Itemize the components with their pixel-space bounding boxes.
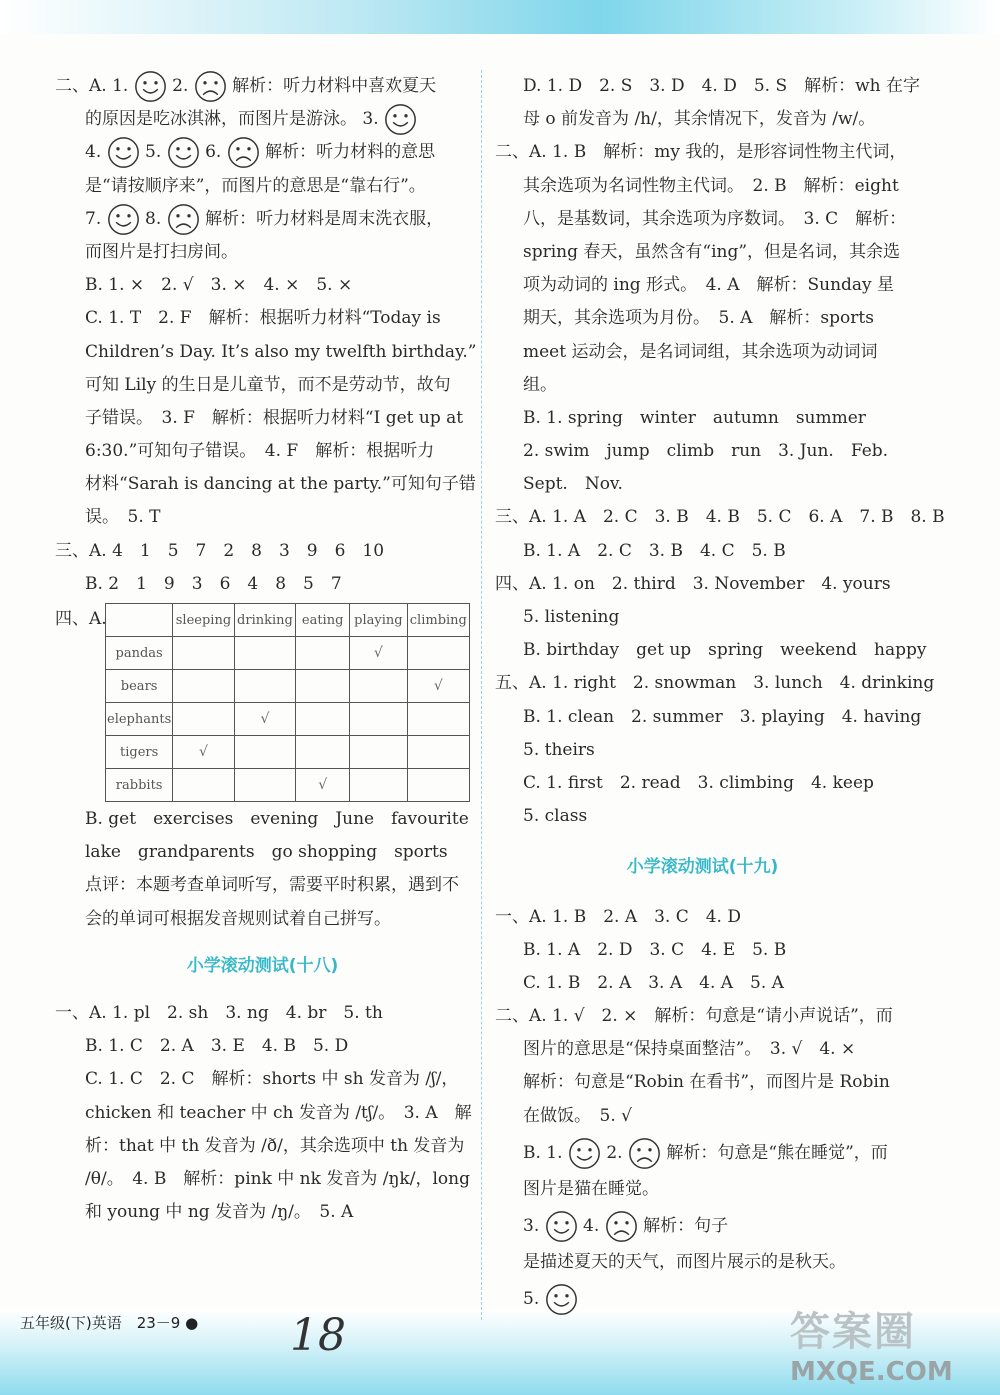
smiley-face-icon bbox=[568, 1137, 601, 1170]
answer-table bbox=[105, 603, 470, 802]
row-header: tigers bbox=[106, 736, 173, 769]
answer-line: 二、A. 1. √ 2. × 解析：句意是“请小声说话”，而 bbox=[495, 1006, 893, 1027]
smiley-face-icon bbox=[545, 1210, 578, 1243]
column-header: drinking bbox=[234, 604, 296, 637]
answer-line: 5. class bbox=[523, 806, 588, 827]
watermark-logo bbox=[790, 1300, 953, 1387]
answer-line: 图片的意思是“保持桌面整洁”。 3. √ 4. × bbox=[523, 1039, 856, 1060]
table-header-row bbox=[106, 604, 470, 637]
sad-face-icon bbox=[194, 70, 227, 103]
table-row bbox=[106, 637, 470, 670]
answer-line: C. 1. first 2. read 3. climbing 4. keep bbox=[523, 772, 874, 793]
table-row bbox=[106, 736, 470, 769]
answer-line: 组。 bbox=[523, 374, 557, 395]
tick-mark: √ bbox=[296, 769, 350, 802]
answer-line: 子错误。 3. F 解析：根据听力材料“I get up at bbox=[85, 407, 464, 428]
answer-line: B. 2 1 9 3 6 4 8 5 7 bbox=[85, 573, 342, 594]
sad-face-icon bbox=[605, 1210, 638, 1243]
answer-line: /θ/。 4. B 解析：pink 中 nk 发音为 /ŋk/，long bbox=[85, 1168, 470, 1189]
answer-line: 6:30.”可知句子错误。 4. F 解析：根据听力 bbox=[85, 441, 435, 462]
row-header: rabbits bbox=[106, 769, 173, 802]
answer-line: 是“请按顺序来”，而图片的意思是“靠右行”。 bbox=[85, 175, 426, 196]
comment-line: 会的单词可根据发音规则试着自己拼写。 bbox=[85, 908, 391, 929]
answer-line: B. 1. × 2. √ 3. × 4. × 5. × bbox=[85, 275, 353, 296]
answer-line: 四、A. 1. on 2. third 3. November 4. yours bbox=[495, 573, 891, 594]
answer-line: 二、A. 1. 2. 解析：听力材料中喜欢夏天 bbox=[55, 70, 470, 103]
answer-line: 其余选项为名词性物主代词。 2. B 解析：eight bbox=[523, 175, 899, 196]
smiley-face-icon bbox=[134, 70, 167, 103]
table-row bbox=[106, 769, 470, 802]
answer-line: 的原因是吃冰淇淋，而图片是游泳。 3. bbox=[55, 103, 470, 136]
answer-line: 7. 8. 解析：听力材料是周末洗衣服， bbox=[55, 203, 470, 236]
answer-line: B. 1. spring winter autumn summer bbox=[523, 407, 866, 428]
column-header: sleeping bbox=[173, 604, 234, 637]
answer-line: B. 1. clean 2. summer 3. playing 4. having bbox=[523, 706, 922, 727]
top-decor-band bbox=[0, 0, 1000, 34]
answer-line: B. 1. A 2. C 3. B 4. C 5. B bbox=[523, 540, 786, 561]
table-row bbox=[106, 670, 470, 703]
answer-line: 八，是基数词，其余选项为序数词。 3. C 解析： bbox=[523, 208, 907, 229]
answer-line: 4. 5. 6. 解析：听力材料的意思 bbox=[55, 136, 470, 169]
answer-line: 5. bbox=[495, 1279, 910, 1319]
column-header: eating bbox=[296, 604, 350, 637]
smiley-face-icon bbox=[107, 136, 140, 169]
column-divider bbox=[481, 70, 482, 1320]
answer-line: B. get exercises evening June favourite bbox=[85, 809, 469, 829]
answer-line: 期天，其余选项为月份。 5. A 解析：sports bbox=[523, 308, 874, 329]
table-block: 四、A. sleeping drinking eating playing climbing pandas √ bears √ elephants √ tigers √ rabbits √ bbox=[55, 601, 470, 803]
tick-mark: √ bbox=[234, 703, 296, 736]
smiley-face-icon bbox=[384, 103, 417, 136]
answer-line: B. 1. C 2. A 3. E 4. B 5. D bbox=[85, 1036, 349, 1057]
answer-line: 是描述夏天的天气，而图片展示的是秋天。 bbox=[523, 1252, 846, 1272]
watermark-text: 答案圈 bbox=[790, 1309, 916, 1355]
row-header: bears bbox=[106, 670, 173, 703]
answer-line: 2. swim jump climb run 3. Jun. Feb. bbox=[523, 441, 889, 462]
answer-line: C. 1. C 2. C 解析：shorts 中 sh 发音为 /ʃ/， bbox=[85, 1069, 459, 1090]
answer-line: B. birthday get up spring weekend happy bbox=[523, 640, 927, 661]
tick-mark: √ bbox=[173, 736, 234, 769]
answer-line: 图片是猫在睡觉。 bbox=[523, 1178, 659, 1199]
answer-line: 5. theirs bbox=[523, 739, 595, 760]
answer-line: lake grandparents go shopping sports bbox=[85, 842, 448, 863]
answer-line: 解析：句意是“Robin 在看书”，而图片是 Robin bbox=[523, 1072, 890, 1093]
left-column bbox=[55, 70, 477, 1229]
sad-face-icon bbox=[227, 136, 260, 169]
answer-line: C. 1. T 2. F 解析：根据听力材料“Today is bbox=[85, 308, 441, 329]
tick-mark: √ bbox=[350, 637, 408, 670]
answer-line: 材料“Sarah is dancing at the party.”可知句子错 bbox=[85, 474, 476, 495]
answer-line: 误。 5. T bbox=[85, 507, 161, 528]
answer-line: D. 1. D 2. S 3. D 4. D 5. S 解析：wh 在字 bbox=[523, 76, 921, 96]
answer-line: 可知 Lily 的生日是儿童节，而不是劳动节，故句 bbox=[85, 374, 451, 395]
answer-line: 和 young 中 ng 发音为 /ŋ/。 5. A bbox=[85, 1202, 354, 1223]
smiley-face-icon bbox=[545, 1283, 578, 1316]
answer-line: B. 1. A 2. D 3. C 4. E 5. B bbox=[523, 939, 787, 960]
answer-line: chicken 和 teacher 中 ch 发音为 /tʃ/。 3. A 解 bbox=[85, 1102, 472, 1123]
sad-face-icon bbox=[167, 203, 200, 236]
row-header: pandas bbox=[106, 637, 173, 670]
answer-line: 三、A. 4 1 5 7 2 8 3 9 6 10 bbox=[55, 540, 385, 561]
section-title: 小学滚动测试(十八) bbox=[186, 955, 339, 976]
answer-line: 三、A. 1. A 2. C 3. B 4. B 5. C 6. A 7. B 8. B bbox=[495, 507, 945, 528]
column-header: playing bbox=[350, 604, 408, 637]
row-header: elephants bbox=[106, 703, 173, 736]
answer-line: spring 春天，虽然含有“ing”，但是名词，其余选 bbox=[523, 241, 901, 262]
answer-line: 3. 4. 解析：句子 bbox=[495, 1206, 910, 1246]
answer-line: 5. listening bbox=[523, 607, 620, 627]
right-column bbox=[495, 70, 945, 1319]
sad-face-icon bbox=[628, 1137, 661, 1170]
tick-mark: √ bbox=[407, 670, 469, 703]
answer-line: 项为动词的 ing 形式。 4. A 解析：Sunday 星 bbox=[523, 275, 895, 296]
answer-line: 五、A. 1. right 2. snowman 3. lunch 4. drinking bbox=[495, 673, 935, 694]
answer-line: meet 运动会，是名词词组，其余选项为动词词 bbox=[523, 341, 878, 362]
answer-line: 一、A. 1. pl 2. sh 3. ng 4. br 5. th bbox=[55, 1002, 383, 1023]
table-row bbox=[106, 703, 470, 736]
answer-line: 在做饭。 5. √ bbox=[523, 1105, 632, 1126]
footer-label: 五年级(下)英语 23－9 ● bbox=[20, 1314, 199, 1332]
answer-line: B. 1. 2. 解析：句意是“熊在睡觉”，而 bbox=[495, 1133, 910, 1173]
page-number: 18 bbox=[290, 1310, 346, 1361]
answer-line: C. 1. B 2. A 3. A 4. A 5. A bbox=[523, 972, 784, 993]
answer-line: 一、A. 1. B 2. A 3. C 4. D bbox=[495, 906, 741, 927]
smiley-face-icon bbox=[107, 203, 140, 236]
watermark-url: MXQE.COM bbox=[790, 1357, 953, 1387]
answer-line: Children’s Day. It’s also my twelfth birthday.” bbox=[85, 341, 477, 362]
answer-line: 析：that 中 th 发音为 /ð/，其余选项中 th 发音为 bbox=[85, 1135, 465, 1156]
column-header: climbing bbox=[407, 604, 469, 637]
answer-line: Sept. Nov. bbox=[523, 474, 623, 495]
answer-line: 母 o 前发音为 /h/，其余情况下，发音为 /w/。 bbox=[523, 109, 876, 130]
answer-line: 而图片是打扫房间。 bbox=[85, 241, 238, 262]
answer-line: 二、A. 1. B 解析：my 我的，是形容词性物主代词， bbox=[495, 142, 907, 163]
section-title: 小学滚动测试(十九) bbox=[626, 857, 779, 878]
smiley-face-icon bbox=[167, 136, 200, 169]
comment-line: 点评：本题考查单词听写，需要平时积累，遇到不 bbox=[85, 875, 459, 896]
